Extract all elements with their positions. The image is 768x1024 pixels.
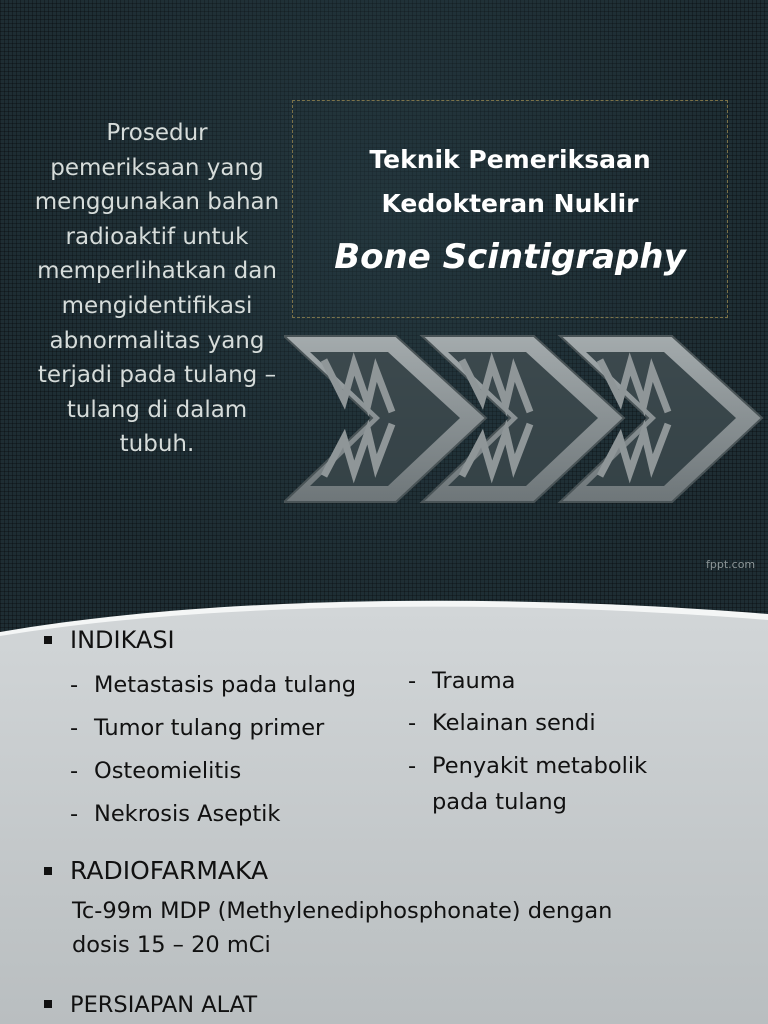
radiofarmaka-line-1: Tc-99m MDP (Methylenediphosphonate) dengan <box>72 898 613 924</box>
radiofarmaka-line-2: dosis 15 – 20 mCi <box>72 932 271 958</box>
indikasi-item: - Osteomielitis <box>70 758 242 784</box>
indikasi-item: - Tumor tulang primer <box>70 715 325 741</box>
bullet-square-icon <box>44 1000 52 1008</box>
content-area <box>0 600 768 1024</box>
radiofarmaka-heading: RADIOFARMAKA <box>44 856 268 885</box>
persiapan-alat-heading: PERSIAPAN ALAT <box>44 992 257 1018</box>
indikasi-item: - Metastasis pada tulang <box>70 672 357 698</box>
bullet-square-icon <box>44 636 52 644</box>
title-line-1: Teknik Pemeriksaan <box>369 145 651 174</box>
title-line-3: Bone Scintigraphy <box>334 237 686 277</box>
bullet-square-icon <box>44 867 52 875</box>
chevron-arrows-graphic <box>284 330 768 510</box>
indikasi-heading: INDIKASI <box>44 626 175 654</box>
indikasi-item: - Kelainan sendi <box>408 710 596 736</box>
indikasi-item: - Trauma <box>408 668 516 694</box>
radiofarmaka-description <box>72 894 712 962</box>
title-box <box>292 100 728 318</box>
indikasi-item: - Penyakit metabolik <box>408 753 648 779</box>
left-description: Prosedur pemeriksaan yang menggunakan bahan radioaktif untuk memperlihatkan dan mengidentifikasi abnormalitas yang terjadi pada tulang – tulang di dalam tubuh. <box>34 120 280 458</box>
indikasi-item: - Nekrosis Aseptik <box>70 801 281 827</box>
indikasi-item-continuation: pada tulang <box>432 789 567 815</box>
title-line-2: Kedokteran Nuklir <box>381 189 639 218</box>
watermark: fppt.com <box>706 558 756 571</box>
